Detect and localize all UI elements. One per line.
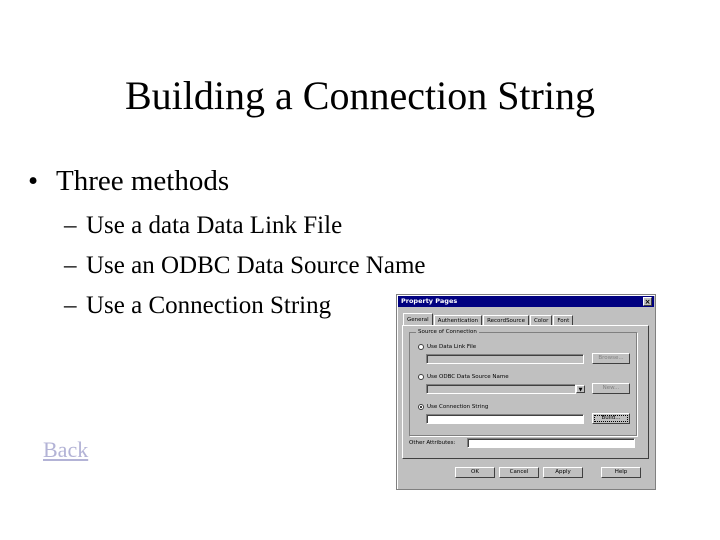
general-tab-panel <box>402 325 649 459</box>
cancel-button[interactable]: Cancel <box>499 467 539 478</box>
dialog-title: Property Pages <box>401 297 458 305</box>
radio-odbc-dsn[interactable] <box>418 374 424 380</box>
sub-bullet-text: Use an ODBC Data Source Name <box>86 252 426 279</box>
bullet-three-methods <box>28 164 229 198</box>
close-icon[interactable]: × <box>644 298 651 306</box>
bullet-text: Three methods <box>56 165 230 197</box>
other-attributes-field[interactable] <box>467 438 635 448</box>
option-label: Use Data Link File <box>427 344 477 350</box>
property-pages-dialog <box>396 294 656 490</box>
option-label: Use ODBC Data Source Name <box>427 374 509 380</box>
tab-font[interactable]: Font <box>553 315 573 326</box>
tab-strip <box>403 313 574 325</box>
tab-general[interactable]: General <box>403 313 433 326</box>
build-button[interactable]: Build... <box>592 413 630 424</box>
option-label: Use Connection String <box>427 404 489 410</box>
sub-bullet-list <box>64 206 426 326</box>
dialog-titlebar <box>398 296 654 307</box>
help-button[interactable]: Help <box>601 467 641 478</box>
option-odbc-dsn[interactable] <box>418 373 509 381</box>
option-data-link-file[interactable] <box>418 343 476 351</box>
data-link-file-field[interactable] <box>426 354 584 364</box>
sub-bullet-data-link-file <box>64 206 426 246</box>
slide-title: Building a Connection String <box>125 73 595 118</box>
dash-icon: – <box>64 212 77 239</box>
source-of-connection-group <box>409 329 637 436</box>
other-attributes-label: Other Attributes: <box>409 440 456 446</box>
sub-bullet-connection-string <box>64 286 426 326</box>
tab-authentication[interactable]: Authentication <box>434 315 482 326</box>
tab-recordsource[interactable]: RecordSource <box>483 315 529 326</box>
dash-icon: – <box>64 292 77 319</box>
radio-data-link-file[interactable] <box>418 344 424 350</box>
connection-string-field[interactable] <box>426 414 584 424</box>
group-label: Source of Connection <box>418 329 477 335</box>
new-button[interactable]: New... <box>592 383 630 394</box>
bullet-icon: • <box>28 165 39 197</box>
apply-button[interactable]: Apply <box>543 467 583 478</box>
sub-bullet-text: Use a Connection String <box>86 292 332 319</box>
sub-bullet-odbc-dsn <box>64 246 426 286</box>
dash-icon: – <box>64 252 77 279</box>
odbc-dsn-select[interactable] <box>426 384 576 394</box>
sub-bullet-text: Use a data Data Link File <box>86 212 343 239</box>
option-connection-string[interactable] <box>418 403 488 411</box>
browse-button[interactable]: Browse... <box>592 353 630 364</box>
ok-button[interactable]: OK <box>455 467 495 478</box>
tab-color[interactable]: Color <box>530 315 552 326</box>
back-link[interactable]: Back <box>43 437 89 462</box>
chevron-down-icon[interactable]: ▼ <box>576 385 585 393</box>
radio-connection-string[interactable] <box>418 404 424 410</box>
